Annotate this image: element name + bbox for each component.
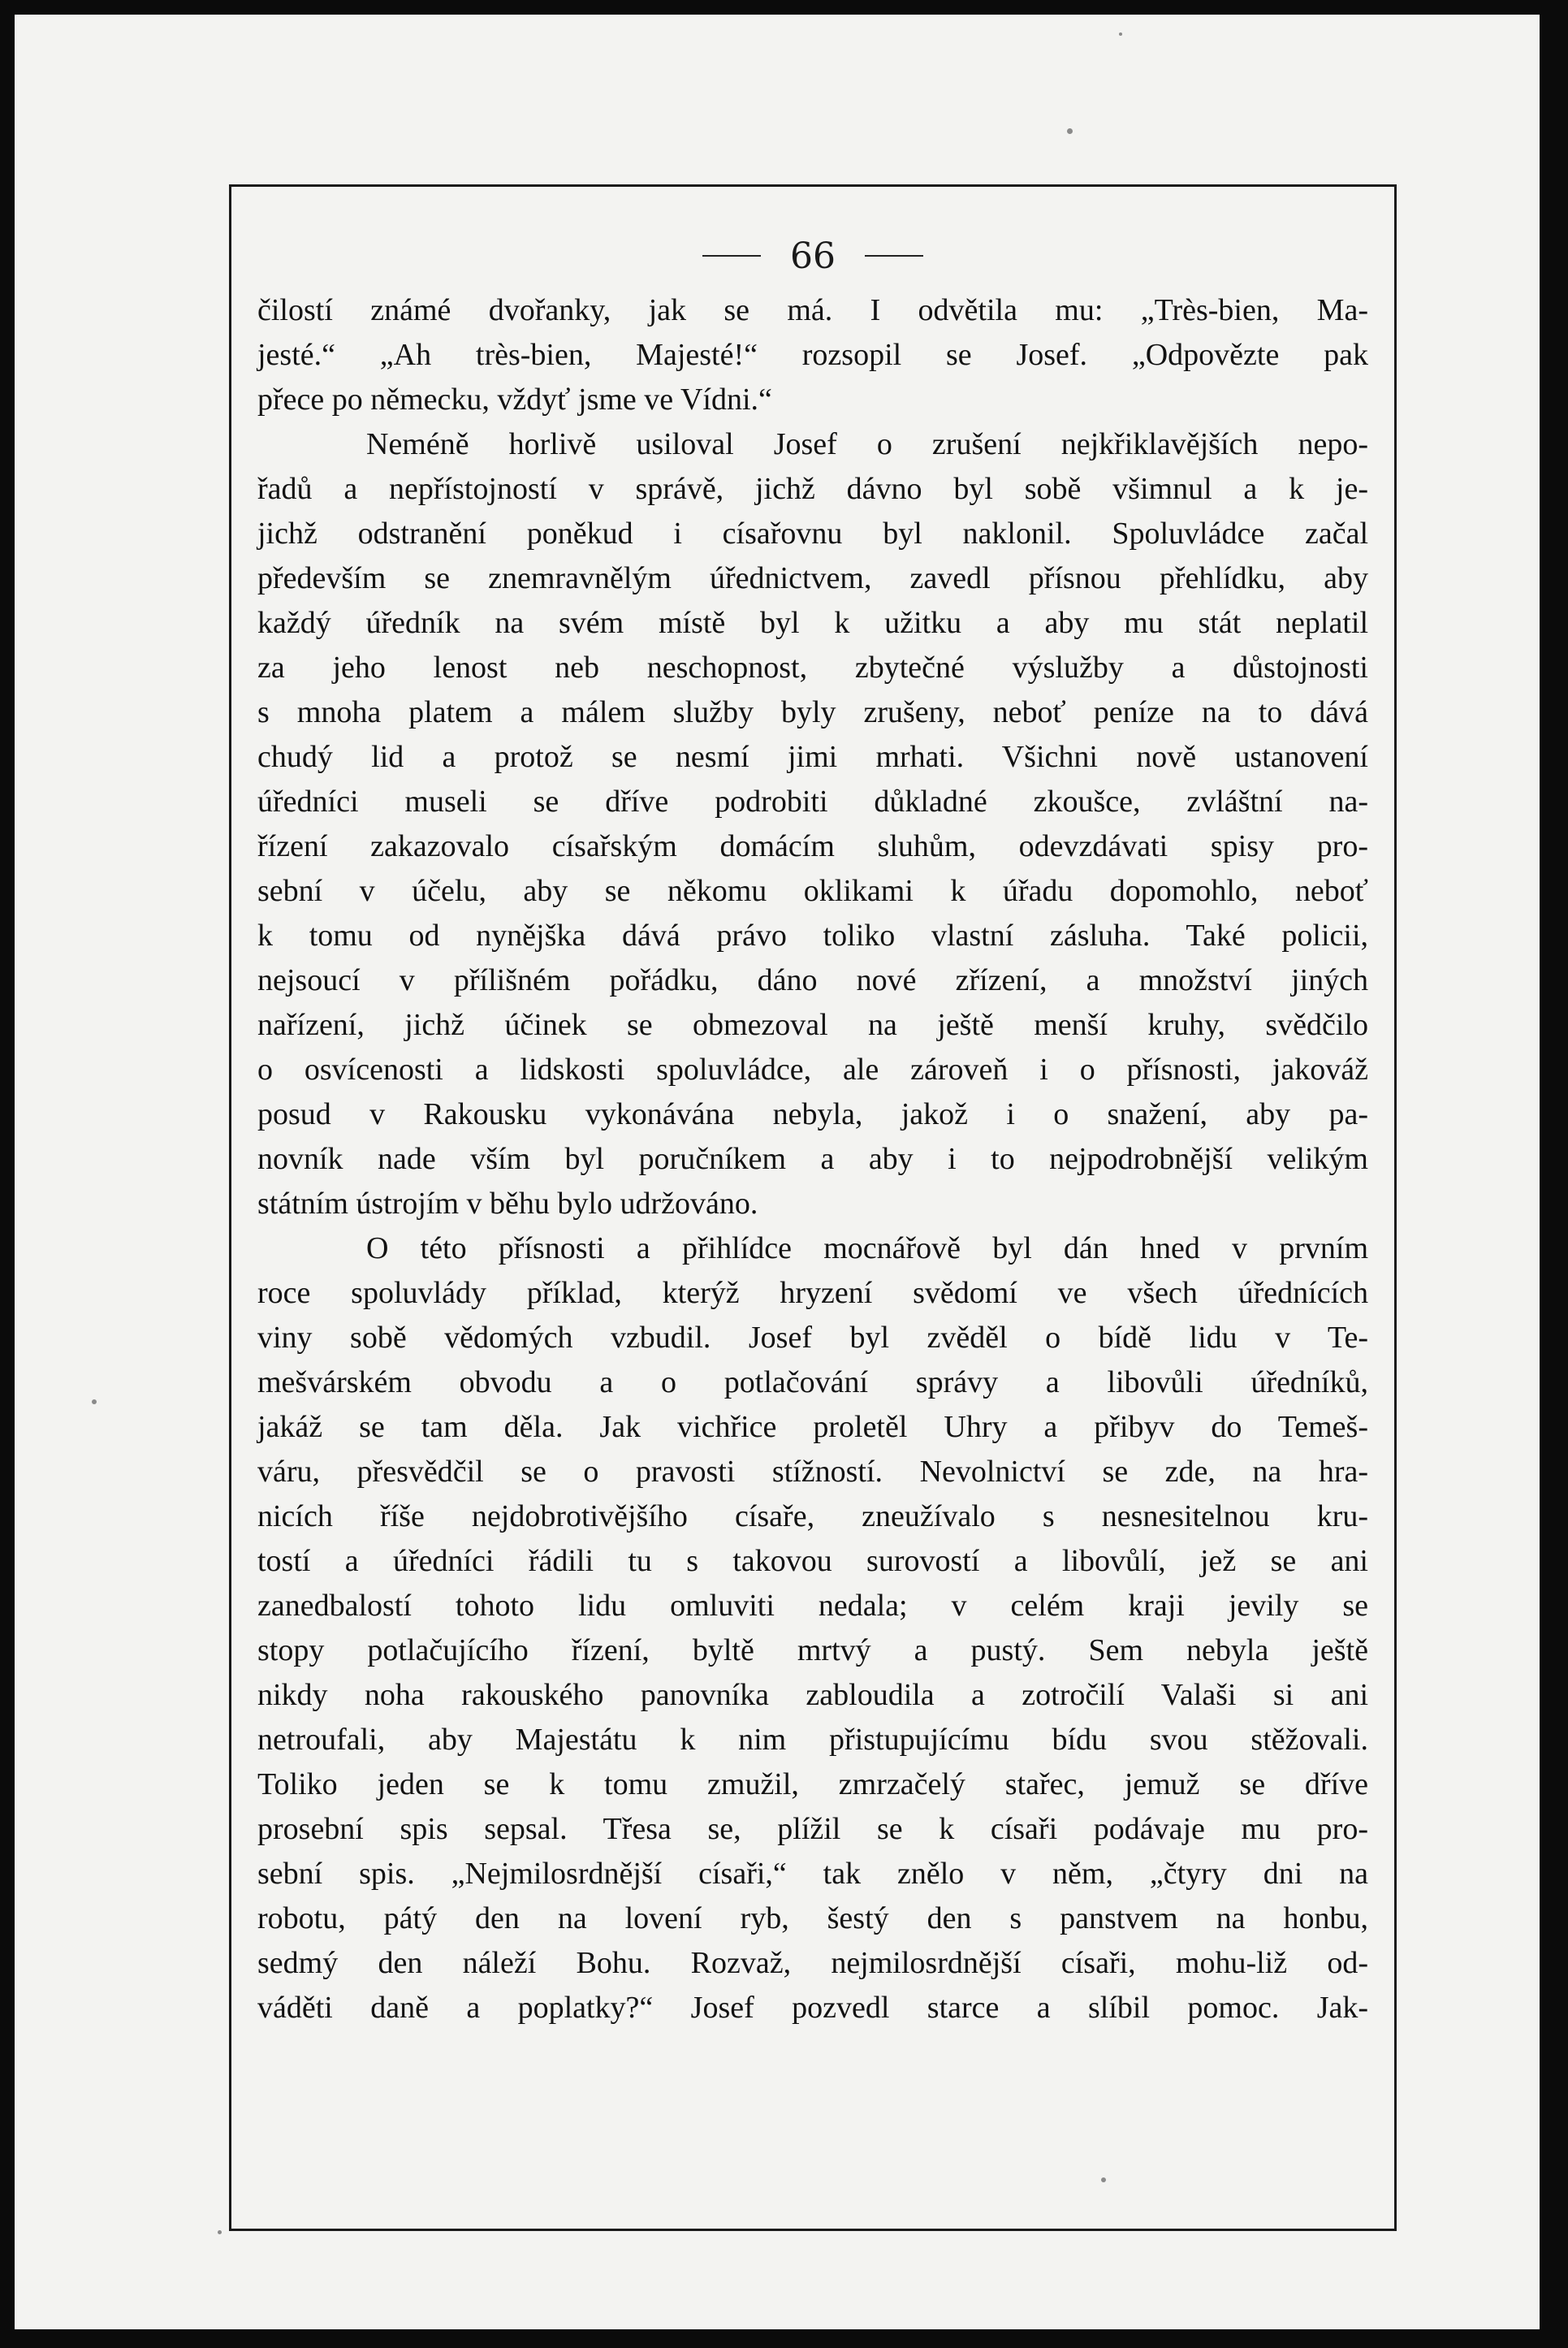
text-line: O této přísnosti a přihlídce mocnářově byl dán hned v prvním (366, 1231, 1368, 1265)
paragraph (257, 1226, 1368, 2030)
dust-speck (92, 1399, 97, 1404)
text-line: Toliko jeden se k tomu zmužil, zmrzačelý stařec, jemuž se dříve (257, 1767, 1368, 1801)
text-line: jesté.“ „Ah très-bien, Majesté!“ rozsopil se Josef. „Odpovězte pak (257, 338, 1368, 372)
text-line: sební spis. „Nejmilosrdnější císaři,“ tak znělo v něm, „čtyry dni na (257, 1857, 1368, 1891)
paragraph (257, 288, 1368, 422)
text-line: přece po německu, vždyť jsme ve Vídni.“ (257, 383, 772, 417)
header-rule-left (702, 255, 761, 257)
text-line: každý úředník na svém místě byl k užitku a aby mu stát neplatil (257, 606, 1368, 640)
paragraph (257, 422, 1368, 1226)
text-line: s mnoha platem a málem služby byly zrušeny, neboť peníze na to dává (257, 695, 1368, 729)
text-line: nařízení, jichž účinek se obmezoval na ještě menší kruhy, svědčilo (257, 1008, 1368, 1042)
dust-speck (1067, 128, 1073, 134)
text-line: posud v Rakousku vykonávána nebyla, jakož i o snažení, aby pa- (257, 1097, 1368, 1131)
text-line: robotu, pátý den na lovení ryb, šestý den s panstvem na honbu, (257, 1901, 1368, 1935)
text-line: řadů a nepřístojností v správě, jichž dávno byl sobě všimnul a k je- (257, 472, 1368, 506)
text-line: k tomu od nynějška dává právo toliko vlastní zásluha. Také policii, (257, 919, 1368, 953)
text-line: roce spoluvlády příklad, kterýž hryzení svědomí ve všech úřednících (257, 1276, 1368, 1310)
header-rule-right (865, 255, 923, 257)
text-line: viny sobě vědomých vzbudil. Josef byl zvěděl o bídě lidu v Te- (257, 1321, 1368, 1355)
text-line: netroufali, aby Majestátu k nim přistupujícímu bídu svou stěžovali. (257, 1723, 1368, 1757)
text-line: především se znemravnělým úřednictvem, zavedl přísnou přehlídku, aby (257, 561, 1368, 595)
text-line: jichž odstranění poněkud i císařovnu byl naklonil. Spoluvládce začal (257, 517, 1368, 551)
text-line: úředníci museli se dříve podrobiti důkladné zkoušce, zvláštní na- (257, 785, 1368, 819)
text-line: zanedbalostí tohoto lidu omluviti nedala; v celém kraji jevily se (257, 1589, 1368, 1623)
page-border (229, 184, 1397, 2231)
text-line: váděti daně a poplatky?“ Josef pozvedl starce a slíbil pomoc. Jak- (257, 1991, 1368, 2025)
text-line: čilostí známé dvořanky, jak se má. I odvětila mu: „Très-bien, Ma- (257, 293, 1368, 327)
text-line: váru, přesvědčil se o pravosti stížností. Nevolnictví se zde, na hra- (257, 1455, 1368, 1489)
page-number: 66 (790, 235, 836, 277)
text-line: mešvárském obvodu a o potlačování správy a libovůli úředníků, (257, 1365, 1368, 1399)
text-line: jakáž se tam děla. Jak vichřice proletěl Uhry a přibyv do Temeš- (257, 1410, 1368, 1444)
dust-speck (1119, 32, 1122, 36)
text-line: stopy potlačujícího řízení, byltě mrtvý a pustý. Sem nebyla ještě (257, 1633, 1368, 1667)
text-line: chudý lid a protož se nesmí jimi mrhati. Všichni nově ustanovení (257, 740, 1368, 774)
scanned-page (15, 15, 1540, 2329)
text-line: nicích říše nejdobrotivějšího císaře, zneužívalo s nesnesitelnou kru- (257, 1499, 1368, 1533)
dust-speck (218, 2230, 222, 2234)
text-line: sedmý den náleží Bohu. Rozvaž, nejmilosrdnější císaři, mohu-liž od- (257, 1946, 1368, 1980)
text-line: novník nade vším byl poručníkem a aby i to nejpodrobnější velikým (257, 1142, 1368, 1176)
text-line: nikdy noha rakouského panovníka zabloudila a zotročilí Valaši si ani (257, 1678, 1368, 1712)
text-line: státním ústrojím v běhu bylo udržováno. (257, 1187, 758, 1221)
text-line: řízení zakazovalo císařským domácím sluhům, odevzdávati spisy pro- (257, 829, 1368, 863)
text-line: prosební spis sepsal. Třesa se, plížil se k císaři podávaje mu pro- (257, 1812, 1368, 1846)
body-text (257, 288, 1368, 2030)
text-line: nejsoucí v přílišném pořádku, dáno nové zřízení, a množství jiných (257, 963, 1368, 997)
text-line: sební v účelu, aby se někomu oklikami k úřadu dopomohlo, neboť (257, 874, 1368, 908)
page-header (231, 231, 1394, 280)
text-line: Neméně horlivě usiloval Josef o zrušení nejkřiklavějších nepo- (366, 427, 1368, 461)
text-line: o osvícenosti a lidskosti spoluvládce, ale zároveň i o přísnosti, jakováž (257, 1053, 1368, 1087)
text-line: tostí a úředníci řádili tu s takovou surovostí a libovůlí, jež se ani (257, 1544, 1368, 1578)
text-line: za jeho lenost neb neschopnost, zbytečné výslužby a důstojnosti (257, 651, 1368, 685)
